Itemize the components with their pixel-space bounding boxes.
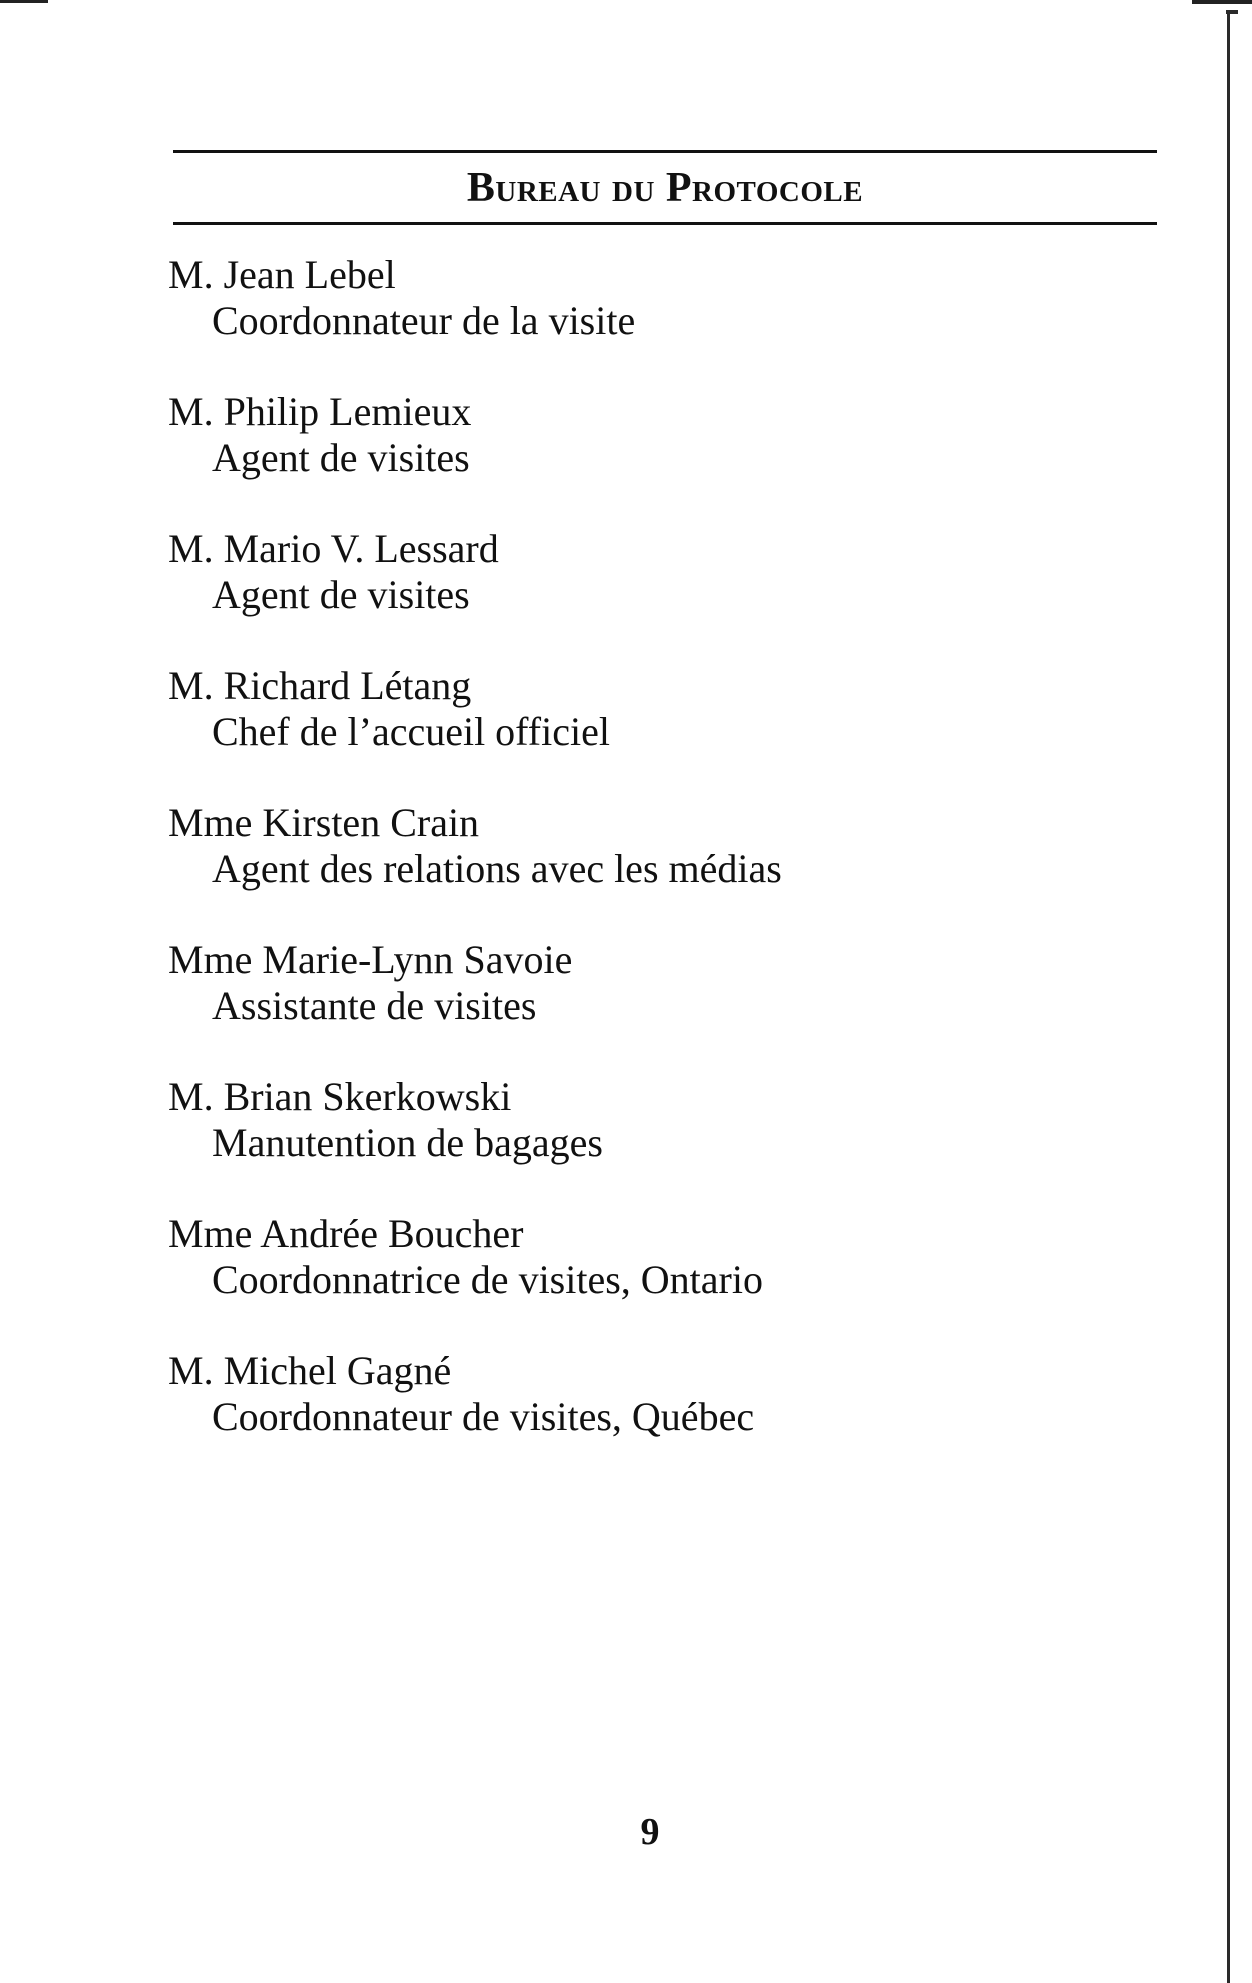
- staff-name: Mme Marie-Lynn Savoie: [168, 937, 573, 982]
- header-rule-bottom: [173, 222, 1157, 225]
- staff-role: Chef de l’accueil officiel: [212, 709, 610, 754]
- staff-role: Agent des relations avec les médias: [212, 846, 782, 891]
- staff-entry: [168, 937, 1128, 1074]
- staff-name: Mme Andrée Boucher: [168, 1211, 524, 1256]
- scan-edge-top-right: [1192, 0, 1252, 4]
- section-header: [173, 150, 1157, 226]
- staff-entry: [168, 663, 1128, 800]
- staff-name: Mme Kirsten Crain: [168, 800, 480, 845]
- staff-entry: [168, 1348, 1128, 1485]
- staff-role: Coordonnateur de visites, Québec: [212, 1394, 755, 1439]
- staff-role: Assistante de visites: [212, 983, 537, 1028]
- staff-role: Coordonnatrice de visites, Ontario: [212, 1257, 763, 1302]
- staff-role: Manutention de bagages: [212, 1120, 603, 1165]
- staff-name: M. Michel Gagné: [168, 1348, 452, 1393]
- staff-role: Agent de visites: [212, 435, 470, 480]
- staff-entry: [168, 800, 1128, 937]
- page-number: 9: [640, 1811, 660, 1853]
- scan-edge-right-notch: [1226, 10, 1238, 14]
- staff-list: [168, 252, 1128, 1485]
- staff-entry: [168, 389, 1128, 526]
- staff-name: M. Mario V. Lessard: [168, 526, 499, 571]
- staff-role: Agent de visites: [212, 572, 470, 617]
- staff-name: M. Richard Létang: [168, 663, 472, 708]
- staff-name: M. Philip Lemieux: [168, 389, 472, 434]
- staff-entry: [168, 252, 1128, 389]
- staff-entry: [168, 526, 1128, 663]
- header-rule-top: [173, 150, 1157, 153]
- section-title: Bureau du Protocole: [466, 165, 864, 211]
- staff-entry: [168, 1074, 1128, 1211]
- staff-entry: [168, 1211, 1128, 1348]
- scan-edge-right: [1227, 10, 1230, 1983]
- scan-edge-top-left: [0, 0, 48, 3]
- staff-name: M. Brian Skerkowski: [168, 1074, 512, 1119]
- staff-name: M. Jean Lebel: [168, 252, 396, 297]
- staff-role: Coordonnateur de la visite: [212, 298, 636, 343]
